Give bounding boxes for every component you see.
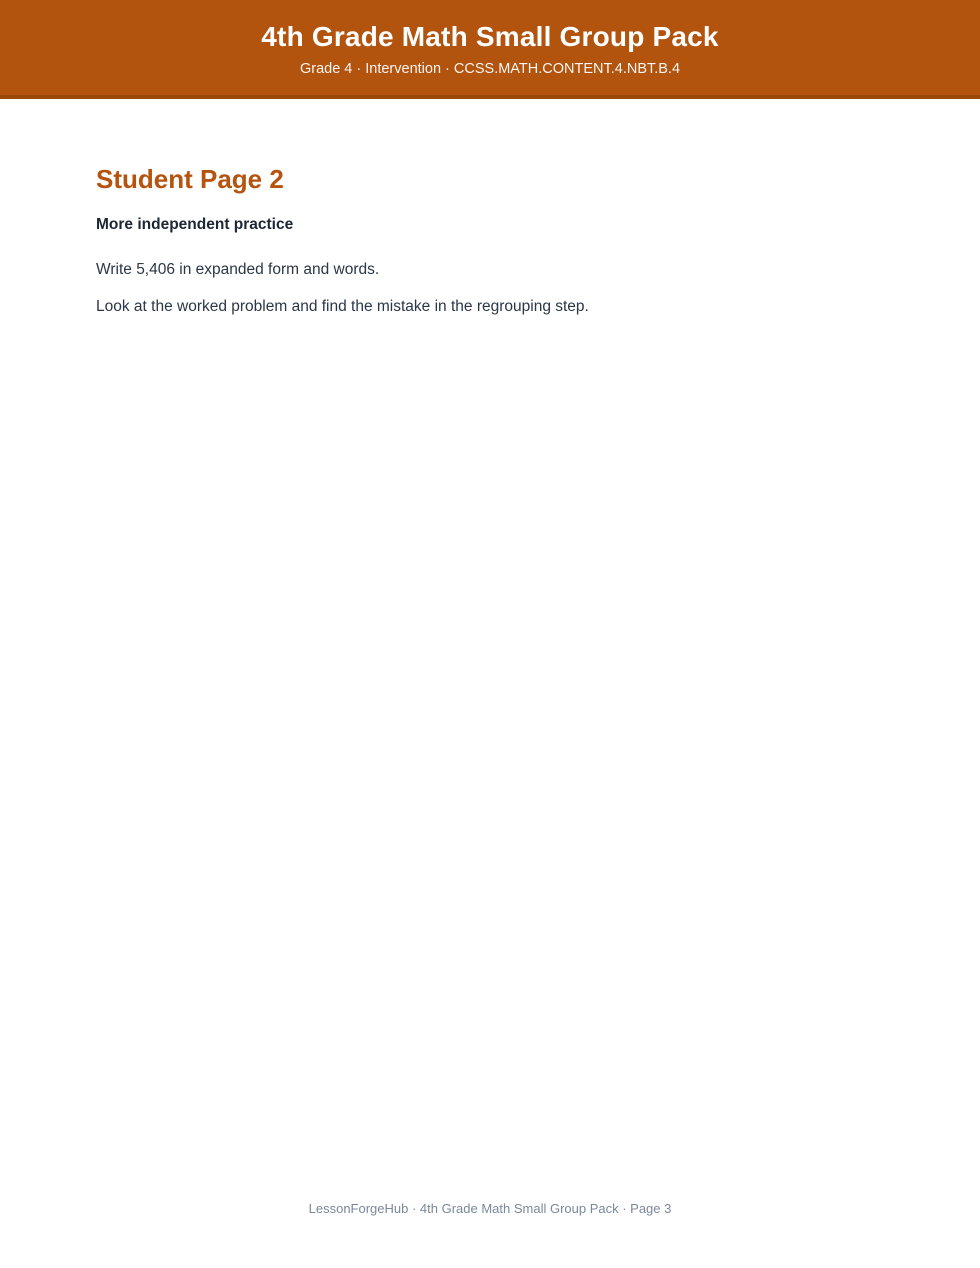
page-subtitle: Grade 4 · Intervention · CCSS.MATH.CONTENT.4.NBT.B.4 [299,61,681,77]
content-area [0,163,980,316]
page-footer [0,1200,980,1218]
page-title: 4th Grade Math Small Group Pack [261,21,719,52]
practice-instruction-find-mistake: Look at the worked problem and find the mistake in the regrouping step. [96,298,589,315]
footer-text: LessonForgeHub · 4th Grade Math Small Group Pack · Page 3 [308,1201,672,1216]
header-banner [0,0,980,99]
section-title: Student Page 2 [96,164,284,194]
practice-instruction-expanded-form: Write 5,406 in expanded form and words. [96,261,380,278]
section-subheading: More independent practice [96,216,294,233]
